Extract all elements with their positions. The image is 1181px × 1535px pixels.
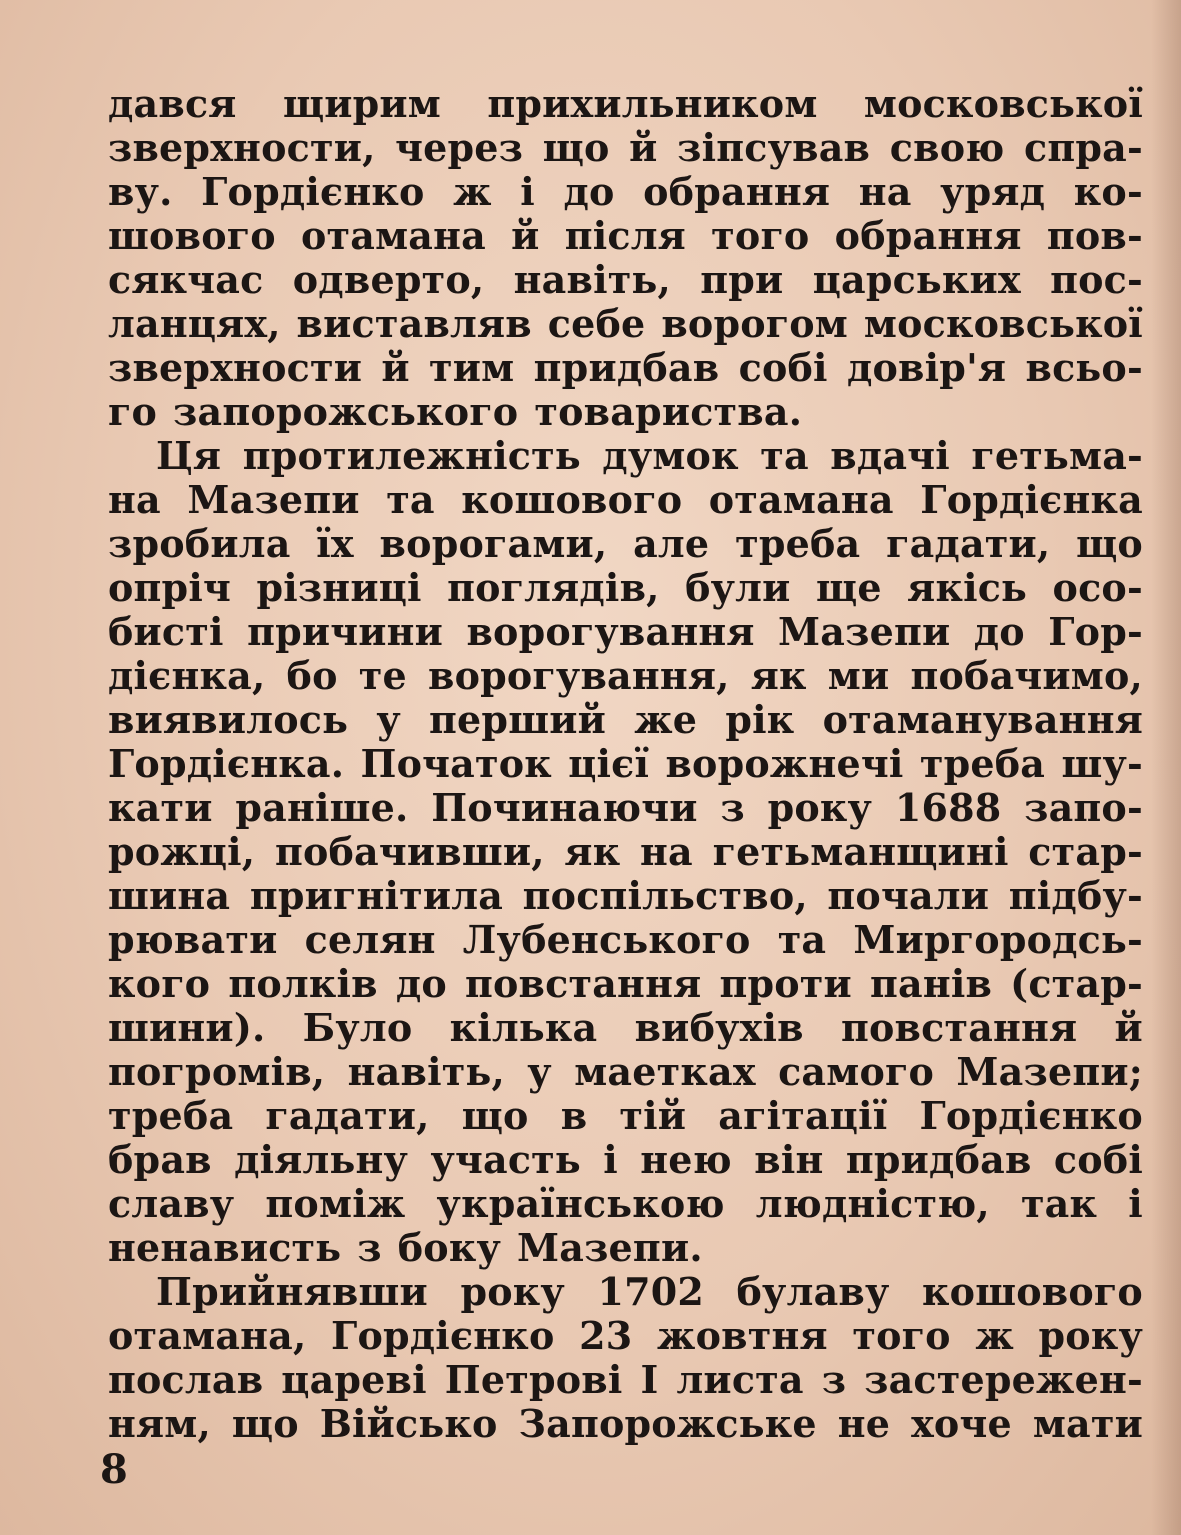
word: як <box>750 653 807 698</box>
text-line <box>108 874 1143 918</box>
word: боку <box>397 1225 502 1270</box>
word: він <box>754 1137 824 1182</box>
word: довір'я <box>846 345 1007 390</box>
word: шини). <box>108 1005 266 1050</box>
word: й <box>511 213 540 258</box>
word: Запорожське <box>518 1401 817 1446</box>
text-line <box>108 126 1143 170</box>
word: побачивши, <box>274 829 545 874</box>
word: бо <box>286 653 338 698</box>
word: ми <box>827 653 890 698</box>
word: гадати, <box>265 1093 430 1138</box>
word: селян <box>304 917 436 962</box>
text-line <box>108 1226 1143 1270</box>
word: на <box>108 477 161 522</box>
word: собі <box>1053 1137 1143 1182</box>
text-line <box>108 610 1143 654</box>
word: же <box>634 697 698 742</box>
word: з <box>821 1357 847 1402</box>
word: ворогами, <box>379 521 608 566</box>
word: з <box>357 1225 382 1270</box>
word: ненависть <box>108 1225 342 1270</box>
text-line <box>108 302 1143 346</box>
word: брав <box>108 1137 212 1182</box>
word: кошового <box>461 477 683 522</box>
word: Мазепи <box>187 477 360 522</box>
word: зіпсував <box>677 125 871 170</box>
word: самого <box>778 1049 935 1094</box>
word: агітації <box>718 1093 888 1138</box>
word: товариства. <box>534 389 803 434</box>
word: як <box>564 829 621 874</box>
text-line <box>108 390 1143 434</box>
word: гадати, <box>886 521 1051 566</box>
word: свою <box>889 125 1005 170</box>
word: протилежність <box>242 433 581 478</box>
page-edge-shadow <box>1151 0 1181 1535</box>
word: та <box>760 433 809 478</box>
word: булаву <box>736 1269 890 1314</box>
word: спра- <box>1024 125 1143 170</box>
word: раніше. <box>235 785 409 830</box>
word: Прийнявши <box>156 1269 428 1314</box>
word: причини <box>247 609 444 654</box>
word: щирим <box>282 81 442 126</box>
word: що <box>231 1401 299 1446</box>
word: що <box>542 125 610 170</box>
word: й <box>381 345 410 390</box>
word: вдачі <box>830 433 950 478</box>
word: полків <box>228 961 378 1006</box>
text-line <box>108 830 1143 874</box>
word: придбав <box>533 345 720 390</box>
word: панів <box>869 961 993 1006</box>
word: кати <box>108 785 213 830</box>
word: але <box>633 521 710 566</box>
word: треба <box>108 1093 234 1138</box>
text-line <box>108 1138 1143 1182</box>
word: Початок <box>360 741 552 786</box>
word: Мазепи <box>778 609 951 654</box>
word: го <box>108 389 158 434</box>
word: дався <box>108 81 237 126</box>
word: одверто, <box>292 257 485 302</box>
word: рожці, <box>108 829 256 874</box>
word: та <box>777 917 827 962</box>
word: почали <box>827 873 990 918</box>
word: московської <box>863 81 1143 126</box>
word: пос- <box>1050 257 1143 302</box>
word: після <box>564 213 686 258</box>
word: запо- <box>1024 785 1143 830</box>
word: шу- <box>1061 741 1143 786</box>
word: обрання <box>834 213 1022 258</box>
text-line <box>108 1270 1143 1314</box>
word: погромів, <box>108 1049 326 1094</box>
word: стар- <box>1028 829 1143 874</box>
word: кілька <box>449 1005 598 1050</box>
word: опріч <box>108 565 231 610</box>
word: 1702 <box>597 1269 704 1314</box>
word: осо- <box>1052 565 1143 610</box>
word: на <box>858 169 912 214</box>
word: та <box>386 477 435 522</box>
text-line <box>108 566 1143 610</box>
word: зверхности <box>108 345 363 390</box>
word: собі <box>738 345 828 390</box>
word: І <box>640 1357 659 1402</box>
word: 23 <box>579 1313 633 1358</box>
word: ще <box>816 565 882 610</box>
word: Петрові <box>444 1357 623 1402</box>
word: зверхности, <box>108 125 376 170</box>
word: поспільство, <box>522 873 808 918</box>
word: були <box>685 565 791 610</box>
word: Гордієнка <box>920 477 1143 522</box>
paragraph <box>108 1270 1143 1446</box>
word: навіть, <box>347 1049 505 1094</box>
word: Гор- <box>1048 609 1143 654</box>
word: кого <box>108 961 211 1006</box>
word: мати <box>1032 1401 1143 1446</box>
text-line <box>108 742 1143 786</box>
word: царських <box>812 257 1021 302</box>
word: Починаючи <box>431 785 698 830</box>
word: тій <box>619 1093 687 1138</box>
word: Миргородсь- <box>853 917 1143 962</box>
word: вибухів <box>634 1005 804 1050</box>
text-line <box>108 962 1143 1006</box>
word: славу <box>108 1181 235 1226</box>
word: виявилось <box>108 697 349 742</box>
word: навіть, <box>513 257 671 302</box>
word: московської <box>863 301 1143 346</box>
word: ву. <box>108 169 173 214</box>
word: проти <box>719 961 852 1006</box>
word: хоче <box>911 1401 1012 1446</box>
word: рювати <box>108 917 278 962</box>
word: ворогування <box>466 609 755 654</box>
word: ням, <box>108 1401 211 1446</box>
word: людністю, <box>755 1181 990 1226</box>
word: Гордієнка. <box>108 741 345 786</box>
text-line <box>108 434 1143 478</box>
word: ворожнечі <box>665 741 904 786</box>
word: Військо <box>319 1401 498 1446</box>
word: отамана <box>300 213 486 258</box>
text-line <box>108 786 1143 830</box>
word: Ця <box>156 433 222 478</box>
word: не <box>837 1401 891 1446</box>
word: пов- <box>1046 213 1143 258</box>
word: запорожського <box>173 389 519 434</box>
word: того <box>711 213 810 258</box>
word: те <box>358 653 407 698</box>
word: повстання <box>840 1005 1078 1050</box>
word: отаманування <box>822 697 1143 742</box>
word: українською <box>436 1181 725 1226</box>
word: кошового <box>922 1269 1143 1314</box>
word: участь <box>430 1137 581 1182</box>
text-line <box>108 1402 1143 1446</box>
word: до <box>395 961 447 1006</box>
word: отамана, <box>108 1313 307 1358</box>
word: (стар- <box>1010 961 1143 1006</box>
word: їх <box>316 521 354 566</box>
text-line <box>108 1050 1143 1094</box>
word: 1688 <box>894 785 1002 830</box>
word: підбу- <box>1008 873 1143 918</box>
text-line <box>108 522 1143 566</box>
text-line <box>108 478 1143 522</box>
word: побачимо, <box>910 653 1143 698</box>
word: з <box>720 785 745 830</box>
word: думок <box>602 433 739 478</box>
word: і <box>603 1137 618 1182</box>
word: рік <box>725 697 795 742</box>
text-line <box>108 1358 1143 1402</box>
word: різниці <box>256 565 422 610</box>
text-line <box>108 1006 1143 1050</box>
word: до <box>563 169 615 214</box>
word: виставляв <box>296 301 532 346</box>
paragraph <box>108 434 1143 1270</box>
word: жовтня <box>657 1313 828 1358</box>
word: року <box>460 1269 565 1314</box>
word: Мазепи; <box>956 1049 1143 1094</box>
word: прихильником <box>487 81 818 126</box>
word: листа <box>676 1357 804 1402</box>
word: поглядів, <box>447 565 660 610</box>
word: пригнітила <box>249 873 504 918</box>
page-number: 8 <box>100 1446 128 1493</box>
word: бисті <box>108 609 224 654</box>
word: обрання <box>643 169 831 214</box>
word: ж <box>453 169 492 214</box>
word: ворогування, <box>427 653 730 698</box>
paragraph <box>108 82 1143 434</box>
word: гетьманщині <box>712 829 1009 874</box>
word: в <box>560 1093 588 1138</box>
word: Гордієнко <box>201 169 425 214</box>
text-line <box>108 918 1143 962</box>
word: тим <box>429 345 515 390</box>
word: повстання <box>464 961 702 1006</box>
word: цареві <box>281 1357 427 1402</box>
word: Гордієнко <box>331 1313 555 1358</box>
word: шина <box>108 873 231 918</box>
word: Було <box>302 1005 413 1050</box>
word: шового <box>108 213 276 258</box>
word: Гордієнко <box>919 1093 1143 1138</box>
text-line <box>108 654 1143 698</box>
word: Мазепи. <box>517 1225 703 1270</box>
word: уряд <box>940 169 1046 214</box>
word: ж <box>975 1313 1014 1358</box>
word: себе <box>547 301 646 346</box>
word: при <box>700 257 784 302</box>
word: у <box>376 697 401 742</box>
text-line <box>108 1094 1143 1138</box>
word: гетьма- <box>971 433 1143 478</box>
word: і <box>520 169 535 214</box>
word: року <box>1038 1313 1143 1358</box>
word: послав <box>108 1357 264 1402</box>
word: ко- <box>1073 169 1143 214</box>
word: що <box>1076 521 1143 566</box>
word: застережен- <box>864 1357 1143 1402</box>
text-line <box>108 258 1143 302</box>
body-text <box>108 82 1143 1446</box>
text-line <box>108 698 1143 742</box>
word: дієнка, <box>108 653 266 698</box>
word: сякчас <box>108 257 264 302</box>
text-line <box>108 1182 1143 1226</box>
word: і <box>1128 1181 1143 1226</box>
word: так <box>1020 1181 1098 1226</box>
word: ворогом <box>661 301 849 346</box>
word: треба <box>735 521 861 566</box>
word: цієї <box>568 741 650 786</box>
word: діяльну <box>234 1137 409 1182</box>
word: ланцях, <box>108 301 281 346</box>
text-line <box>108 82 1143 126</box>
word: на <box>640 829 693 874</box>
text-line <box>108 346 1143 390</box>
word: Лубенського <box>462 917 751 962</box>
word: до <box>973 609 1025 654</box>
word: отамана <box>708 477 894 522</box>
word: треба <box>919 741 1046 786</box>
word: й <box>629 125 658 170</box>
word: й <box>1114 1005 1143 1050</box>
word: якісь <box>907 565 1028 610</box>
word: зробила <box>108 521 291 566</box>
word: перший <box>429 697 606 742</box>
word: що <box>461 1093 529 1138</box>
word: через <box>395 125 524 170</box>
word: нею <box>640 1137 732 1182</box>
word: придбав <box>845 1137 1032 1182</box>
text-line <box>108 214 1143 258</box>
word: поміж <box>265 1181 406 1226</box>
word: року <box>767 785 873 830</box>
word: маетках <box>574 1049 756 1094</box>
word: у <box>527 1049 552 1094</box>
text-line <box>108 170 1143 214</box>
word: всьо- <box>1025 345 1143 390</box>
text-line <box>108 1314 1143 1358</box>
word: того <box>852 1313 951 1358</box>
